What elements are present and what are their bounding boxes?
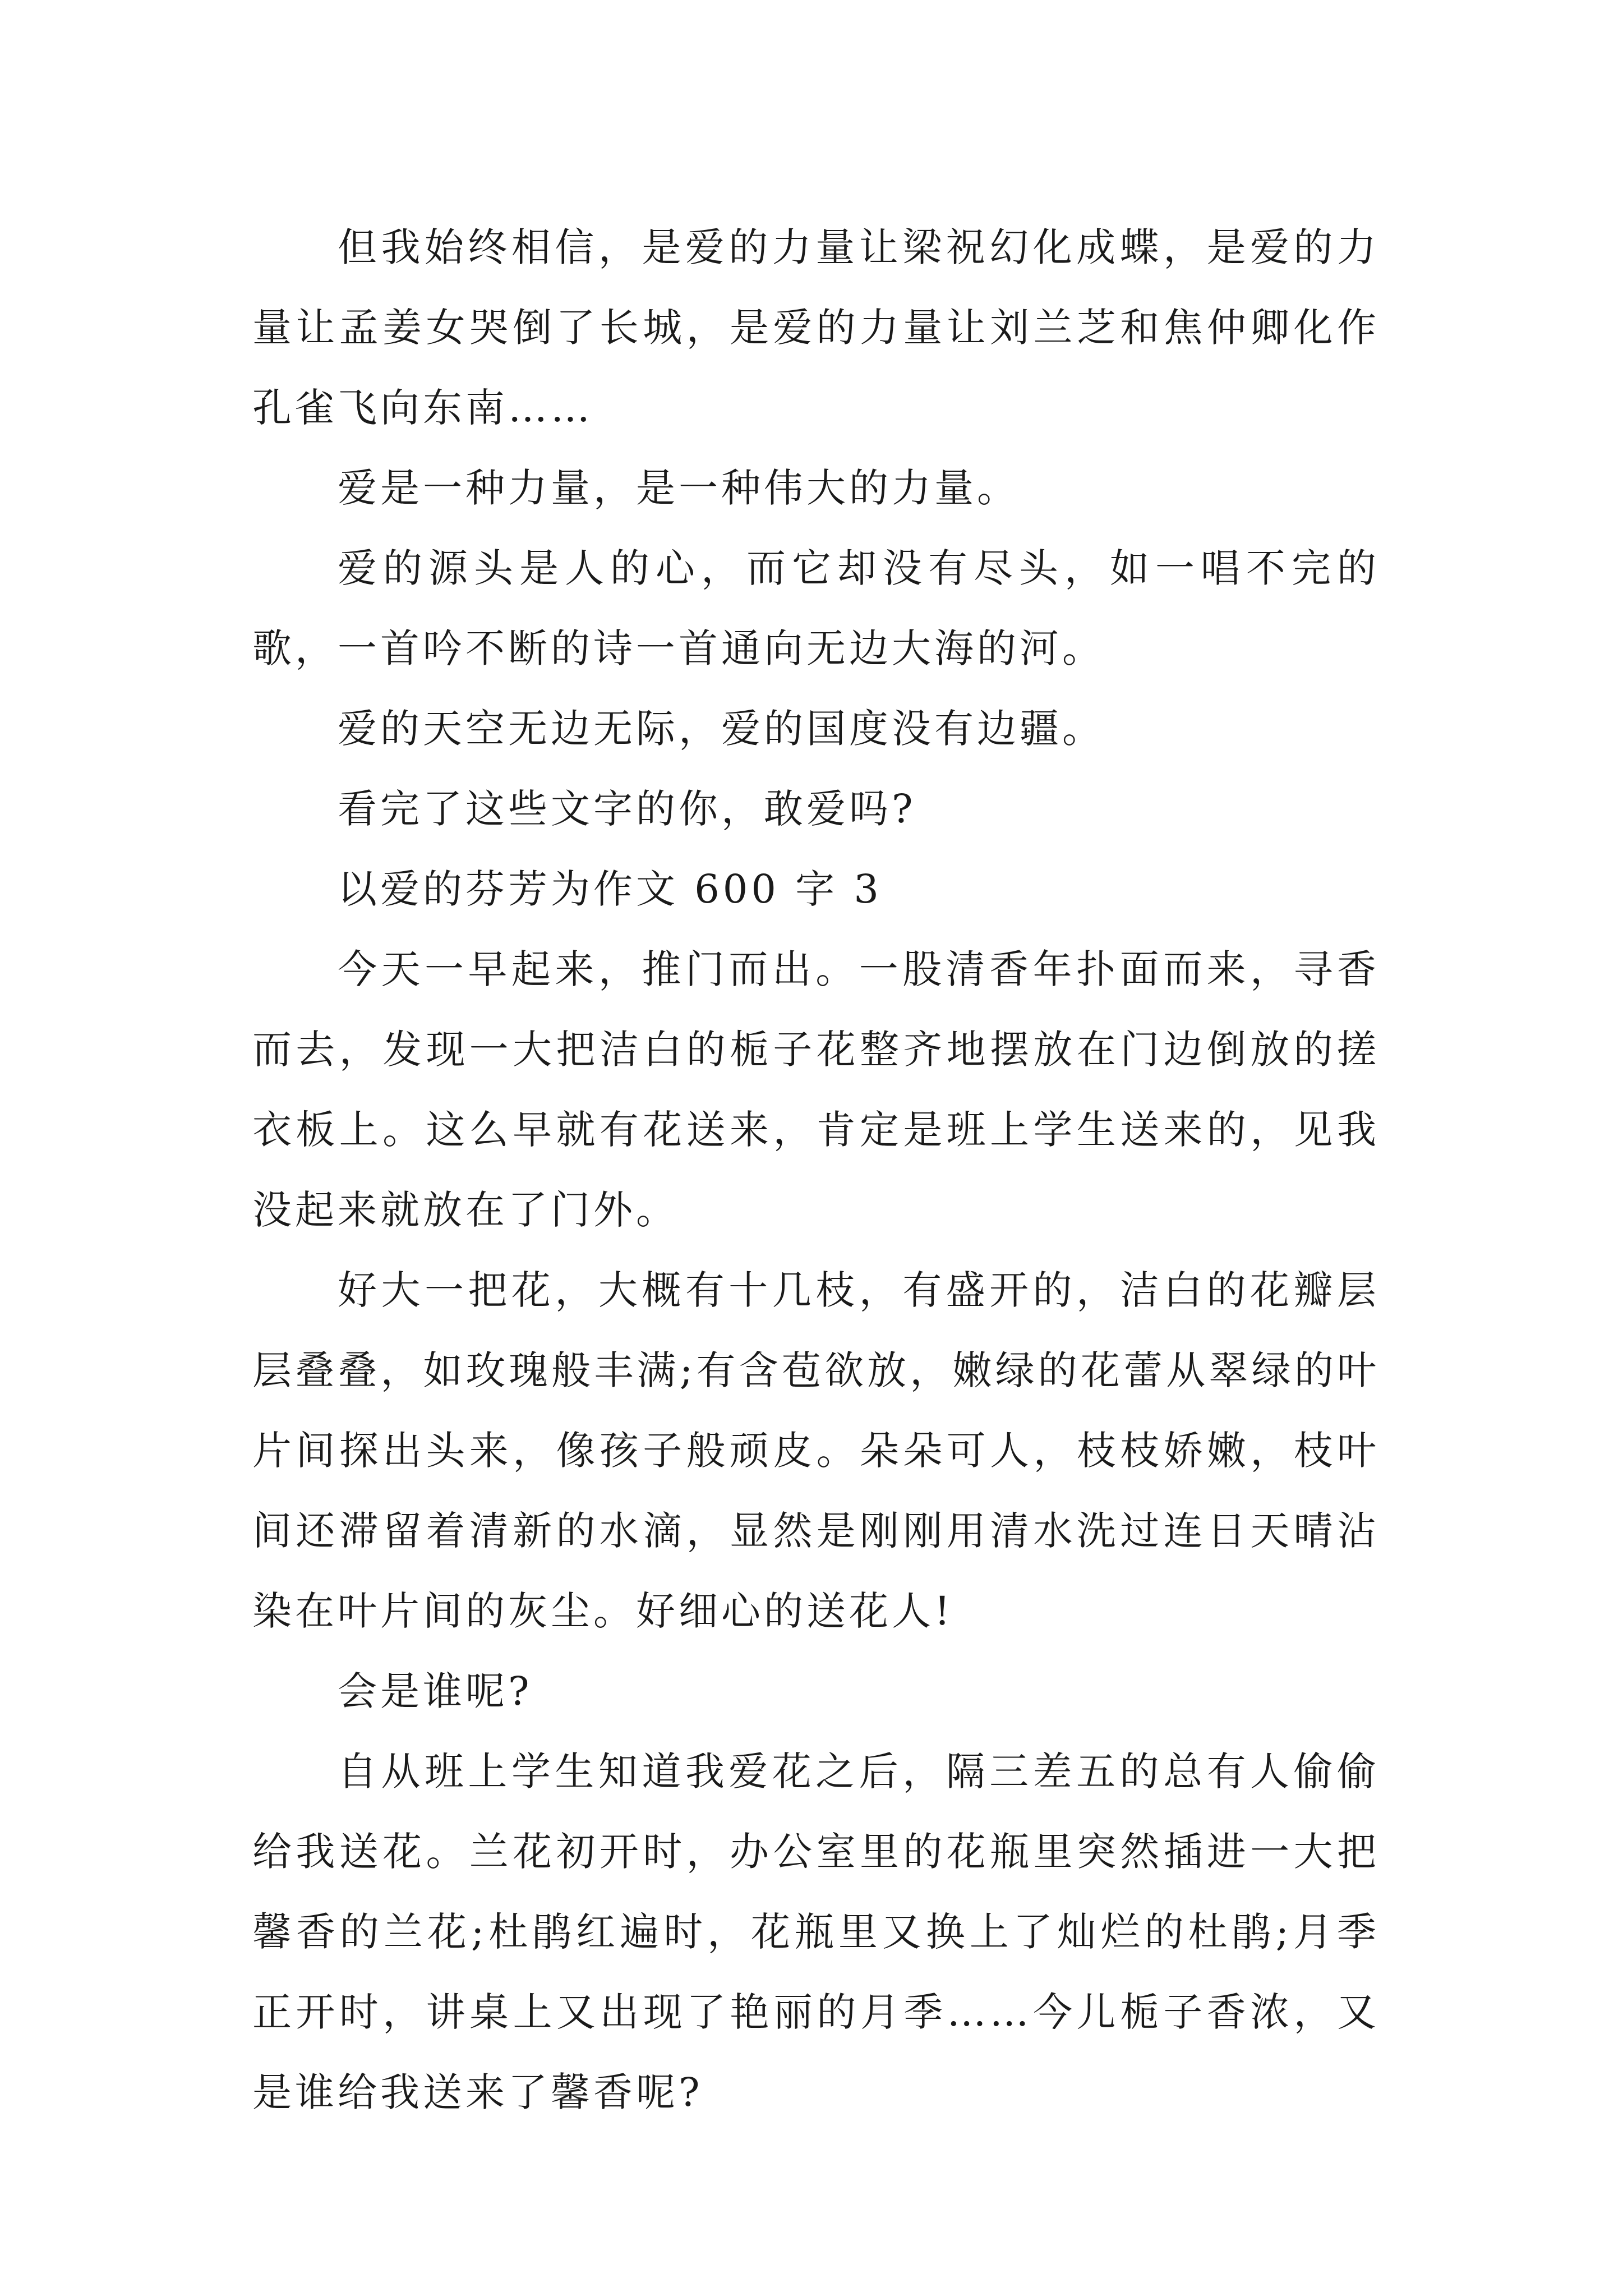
paragraph-4: 爱的天空无边无际，爱的国度没有边疆。 <box>338 706 1105 752</box>
paragraph-2: 爱是一种力量，是一种伟大的力量。 <box>338 465 1020 511</box>
section-heading: 以爱的芬芳为作文 600 字 3 <box>338 866 882 912</box>
paragraph-3: 爱的源头是人的心，而它却没有尽头，如一唱不完的歌，一首吟不断的诗一首通向无边大海的河。 <box>252 545 1380 671</box>
paragraph-10: 自从班上学生知道我爱花之后，隔三差五的总有人偷偷给我送花。兰花初开时，办公室里的花瓶里突然插进一大把馨香的兰花;杜鹃红遍时，花瓶里又换上了灿烂的杜鹃;月季正开时，讲桌上又出现了艳丽的月季……今儿栀子香浓，又是谁给我送来了馨香呢? <box>252 1749 1380 2115</box>
paragraph-7: 今天一早起来，推门而出。一股清香年扑面而来，寻香而去，发现一大把洁白的栀子花整齐地摆放在门边倒放的搓衣板上。这么早就有花送来，肯定是班上学生送来的，见我没起来就放在了门外。 <box>252 946 1380 1233</box>
paragraph-8: 好大一把花，大概有十几枝，有盛开的，洁白的花瓣层层叠叠，如玫瑰般丰满;有含苞欲放，嫩绿的花蕾从翠绿的叶片间探出头来，像孩子般顽皮。朵朵可人，枝枝娇嫩，枝叶间还滞留着清新的水滴，显然是刚刚用清水洗过连日天晴沾染在叶片间的灰尘。好细心的送花人! <box>252 1267 1380 1634</box>
paragraph-5: 看完了这些文字的你，敢爱吗? <box>338 786 916 832</box>
paragraph-1: 但我始终相信，是爱的力量让梁祝幻化成蝶，是爱的力量让孟姜女哭倒了长城，是爱的力量让刘兰芝和焦仲卿化作孔雀飞向东南…… <box>252 224 1380 431</box>
paragraph-9: 会是谁呢? <box>338 1668 533 1714</box>
document-body <box>252 208 1380 2133</box>
